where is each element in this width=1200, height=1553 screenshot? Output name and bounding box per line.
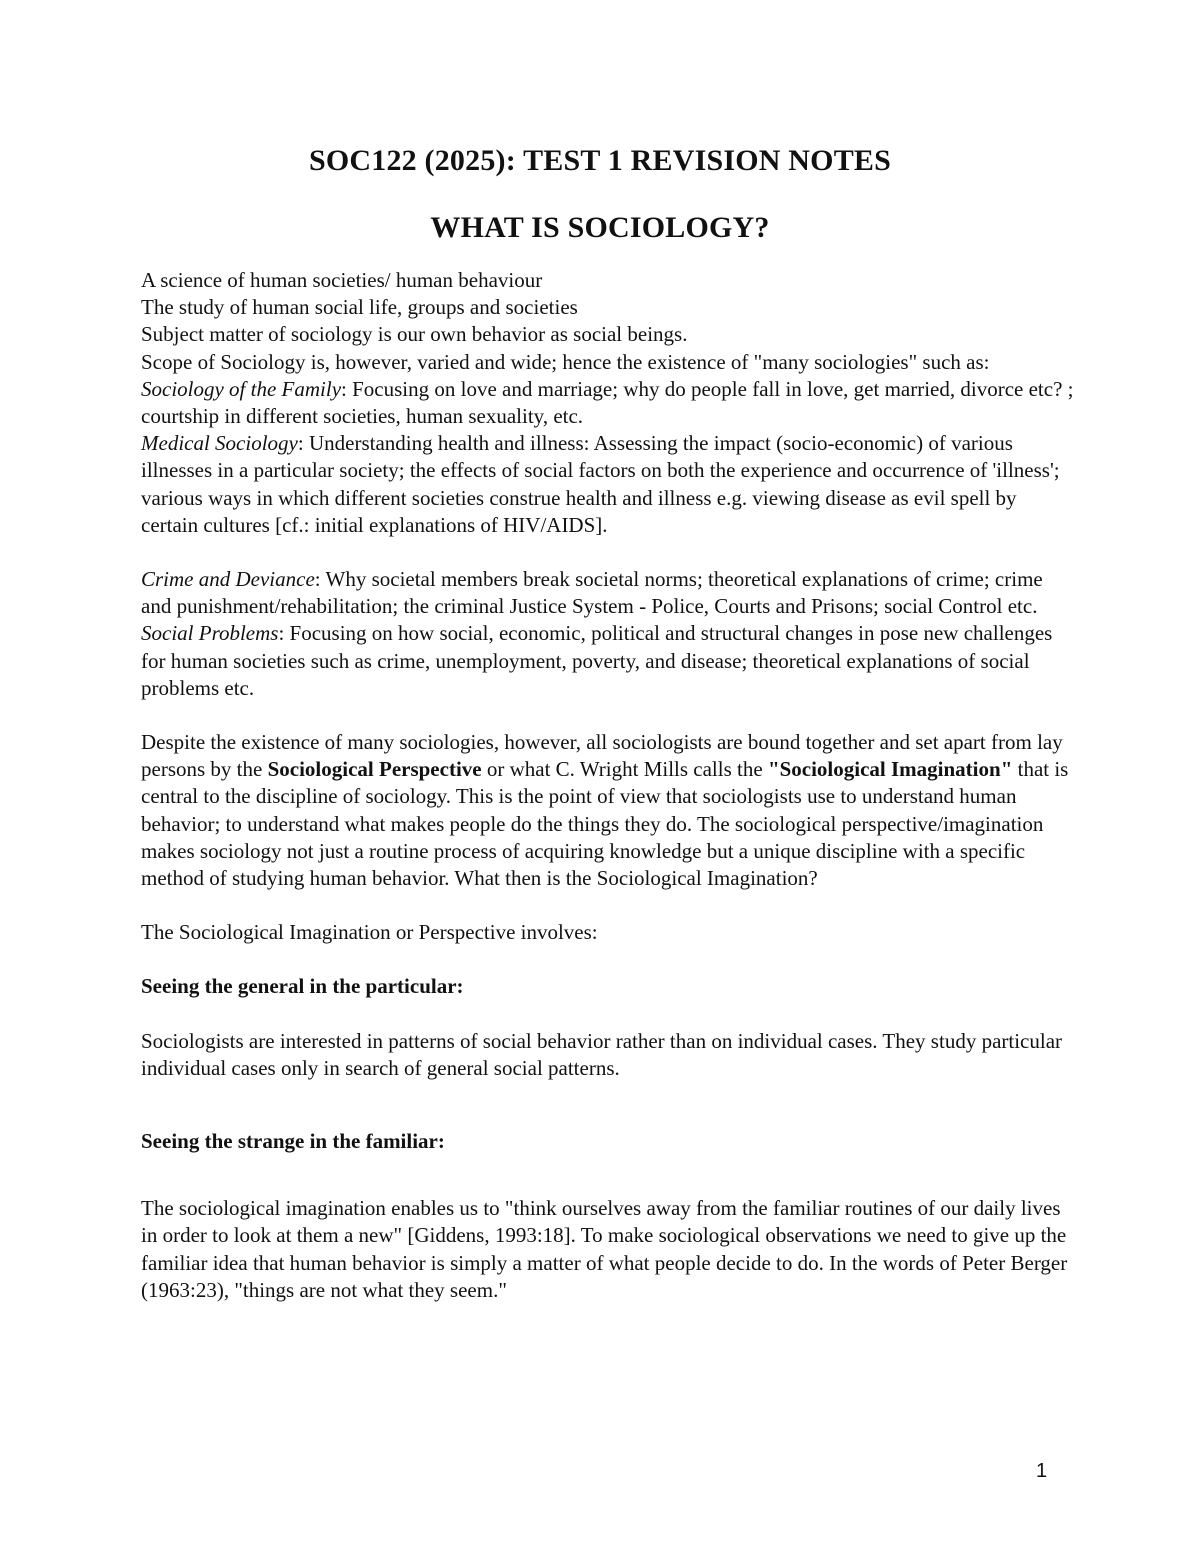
paragraph-spacer — [141, 946, 1076, 973]
paragraph-spacer — [141, 892, 1076, 919]
general-in-particular-heading: Seeing the general in the particular: — [141, 974, 464, 999]
perspective-text: or what C. Wright Mills calls the — [481, 757, 768, 782]
paragraph-spacer — [141, 1082, 1076, 1128]
perspective-text: Despite the existence of many sociologies, however, all sociologists are bound together and set apart from lay persons by the — [141, 730, 1063, 782]
scope-paragraph — [141, 349, 1076, 431]
definition-line: A science of human societies/ human behaviour — [141, 268, 543, 292]
general-in-particular-text: Sociologists are interested in patterns of social behavior rather than on individual cases. They study particular individual cases only in search of general social patterns. — [141, 1028, 1063, 1080]
family-sociology-label: Sociology of the Family — [141, 376, 342, 401]
medical-sociology-text: : Understanding health and illness: Assessing the impact (socio-economic) of various illnesses in a particular society; the effects of social factors on both the experience and occurrence of 'illness'; various ways in which different societies construe health and illness e.g. viewing disease as evil spell by certain cultures [cf.: initial explanations of HIV/AIDS]. — [141, 431, 1060, 537]
page-number: 1 — [1036, 1460, 1048, 1482]
sociological-perspective-term: Sociological Perspective — [267, 757, 482, 782]
sociological-imagination-term: "Sociological Imagination" — [767, 757, 1013, 782]
definition-line: Subject matter of sociology is our own behavior as social beings. — [141, 322, 688, 347]
scope-text: Scope of Sociology is, however, varied and wide; hence the existence of "many sociologies" such as: — [141, 349, 990, 374]
medical-sociology-paragraph — [141, 430, 1076, 539]
strange-in-familiar-heading: Seeing the strange in the familiar: — [141, 1129, 445, 1154]
paragraph-spacer — [141, 539, 1076, 566]
crime-deviance-text: : Why societal members break societal norms; theoretical explanations of crime; crime and punishment/rehabilitation; the criminal Justice System - Police, Courts and Prisons; social Control etc. — [141, 567, 1043, 619]
paragraph-spacer — [141, 1001, 1076, 1028]
perspective-text: that is central to the discipline of sociology. This is the point of view that sociologists use to understand human behavior; to understand what makes people do the things they do. The sociological perspective/imagination makes sociology not just a routine process of acquiring knowledge but a unique discipline with a specific method of studying human behavior. What then is the Sociological Imagination? — [141, 757, 1069, 891]
document-body — [141, 267, 1076, 1304]
definition-line: The study of human social life, groups and societies — [141, 295, 578, 320]
social-problems-text: : Focusing on how social, economic, political and structural changes in pose new challenges for human societies such as crime, unemployment, poverty, and disease; theoretical explanations of social problems etc. — [141, 621, 1053, 700]
involves-line: The Sociological Imagination or Perspective involves: — [141, 920, 598, 945]
document-title: SOC122 (2025): TEST 1 REVISION NOTES — [308, 144, 892, 177]
medical-sociology-label: Medical Sociology — [141, 431, 298, 456]
social-problems-paragraph — [141, 620, 1076, 702]
social-problems-label: Social Problems — [141, 621, 279, 646]
section-heading-what-is-sociology: WHAT IS SOCIOLOGY? — [430, 211, 770, 244]
paragraph-spacer — [141, 702, 1076, 729]
family-sociology-text: : Focusing on love and marriage; why do people fall in love, get married, divorce etc? ; courtship in different societies, human sexuality, etc. — [141, 376, 1074, 429]
sociological-perspective-paragraph — [141, 729, 1076, 892]
paragraph-spacer — [141, 1155, 1076, 1195]
crime-deviance-label: Crime and Deviance — [141, 567, 315, 592]
strange-in-familiar-text: The sociological imagination enables us to "think ourselves away from the familiar routines of our daily lives in order to look at them a new" [Giddens, 1993:18]. To make sociological observations we need to give up the familiar idea that human behavior is simply a matter of what people decide to do. In the words of Peter Berger (1963:23), "things are not what they seem." — [141, 1196, 1068, 1302]
crime-deviance-paragraph — [141, 566, 1076, 620]
